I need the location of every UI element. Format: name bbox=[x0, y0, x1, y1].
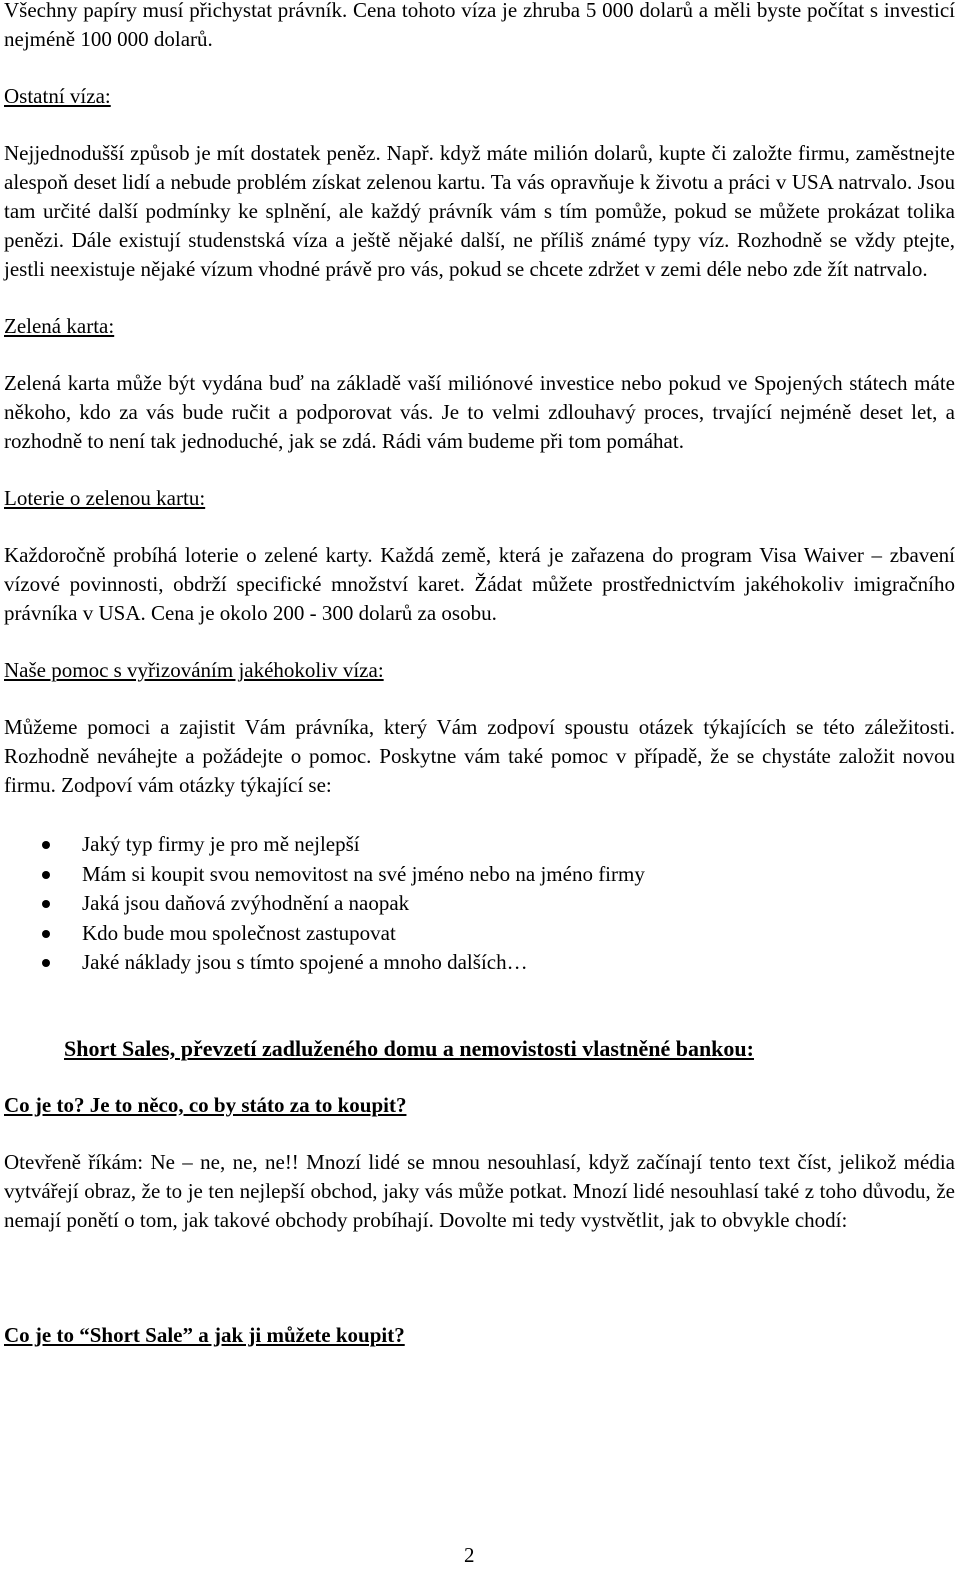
section-heading-green-card: Zelená karta: bbox=[4, 314, 115, 338]
page-number: 2 bbox=[464, 1543, 475, 1567]
list-item: Kdo bude mou společnost zastupovat bbox=[4, 919, 955, 949]
question-heading-what-is-it: Co je to? Je to něco, co by státo za to koupit? bbox=[4, 1092, 407, 1117]
paragraph-lottery: Každoročně probíhá loterie o zelené karty. Každá země, která je zařazena do program Visa Waiver – zbavení vízové povinnosti, obdrží specifické množství karet. Žádat můžete prostřednictvím jakéhokoliv imigračního právníka v USA. Cena je okolo 200 - 300 dolarů za osobu. bbox=[4, 543, 955, 625]
bullet-list bbox=[4, 830, 955, 978]
list-item: Jaké náklady jsou s tímto spojené a mnoho dalších… bbox=[4, 948, 955, 978]
question-heading-short-sale: Co je to “Short Sale” a jak ji můžete koupit? bbox=[4, 1322, 405, 1347]
section-heading-lottery: Loterie o zelenou kartu: bbox=[4, 486, 206, 510]
bullet-icon bbox=[42, 959, 50, 967]
bullet-icon bbox=[42, 841, 50, 849]
section-heading-short-sales: Short Sales, převzetí zadluženého domu a nemovistosti vlastněné bankou: bbox=[64, 1035, 754, 1061]
paragraph-green-card: Zelená karta může být vydána buď na základě vaší miliónové investice nebo pokud ve Spojených státech máte někoho, kdo za vás bude ručit a podporovat vás. Je to velmi zdlouhavý proces, trvající nejméně deset let, a rozhodně to není tak jednoduché, jak se zdá. Rádi vám budeme při tom pomáhat. bbox=[4, 371, 955, 453]
list-item: Jaká jsou daňová zvýhodnění a naopak bbox=[4, 889, 955, 919]
document-page bbox=[4, 0, 955, 1350]
bullet-icon bbox=[42, 871, 50, 879]
bullet-icon bbox=[42, 900, 50, 908]
paragraph-short-sales: Otevřeně říkám: Ne – ne, ne, ne!! Mnozí lidé se mnou nesouhlasí, když začínají tento text číst, jelikož média vytvářejí obraz, že to je ten nejlepší obchod, jaky vás může potkat. Mnozí lidé nesouhlasí také z toho důvodu, že nemají ponětí o tom, jak takové obchody probíhají. Dovolte mi tedy vystvětlit, jak to obvykle chodí: bbox=[4, 1149, 955, 1232]
bullet-icon bbox=[42, 930, 50, 938]
section-heading-other-visas: Ostatní víza: bbox=[4, 84, 111, 108]
intro-paragraph: Všechny papíry musí přichystat právník. Cena tohoto víza je zhruba 5 000 dolarů a měli byste počítat s investicí nejméně 100 000 dolarů. bbox=[4, 0, 955, 51]
section-heading-visa-help: Naše pomoc s vyřizováním jakéhokoliv víza: bbox=[4, 658, 384, 682]
paragraph-other-visas: Nejjednodušší způsob je mít dostatek peněz. Např. když máte milión dolarů, kupte či založte firmu, zaměstnejte alespoň deset lidí a nebude problém získat zelenou kartu. Ta vás opravňuje k životu a práci v USA natrvalo. Jsou tam určité další podmínky ke splnění, ale každý právník vám s tím pomůže, pokud se můžete prokázat tolika penězi. Dále existují studenstská víza a ještě nějaké další, ne příliš známé typy víz. Rozhodně se vždy ptejte, jestli neexistuje nějaké vízum vhodné právě pro vás, pokud se chcete zdržet v zemi déle nebo zde žít natrvalo. bbox=[4, 141, 955, 281]
paragraph-visa-help: Můžeme pomoci a zajistit Vám právníka, který Vám zodpoví spoustu otázek týkajících se této záležitosti. Rozhodně neváhejte a požádejte o pomoc. Poskytne vám také pomoc v případě, že se chystáte založit novou firmu. Zodpoví vám otázky týkající se: bbox=[4, 715, 955, 797]
list-item: Jaký typ firmy je pro mě nejlepší bbox=[4, 830, 955, 860]
list-item: Mám si koupit svou nemovitost na své jméno nebo na jméno firmy bbox=[4, 860, 955, 890]
